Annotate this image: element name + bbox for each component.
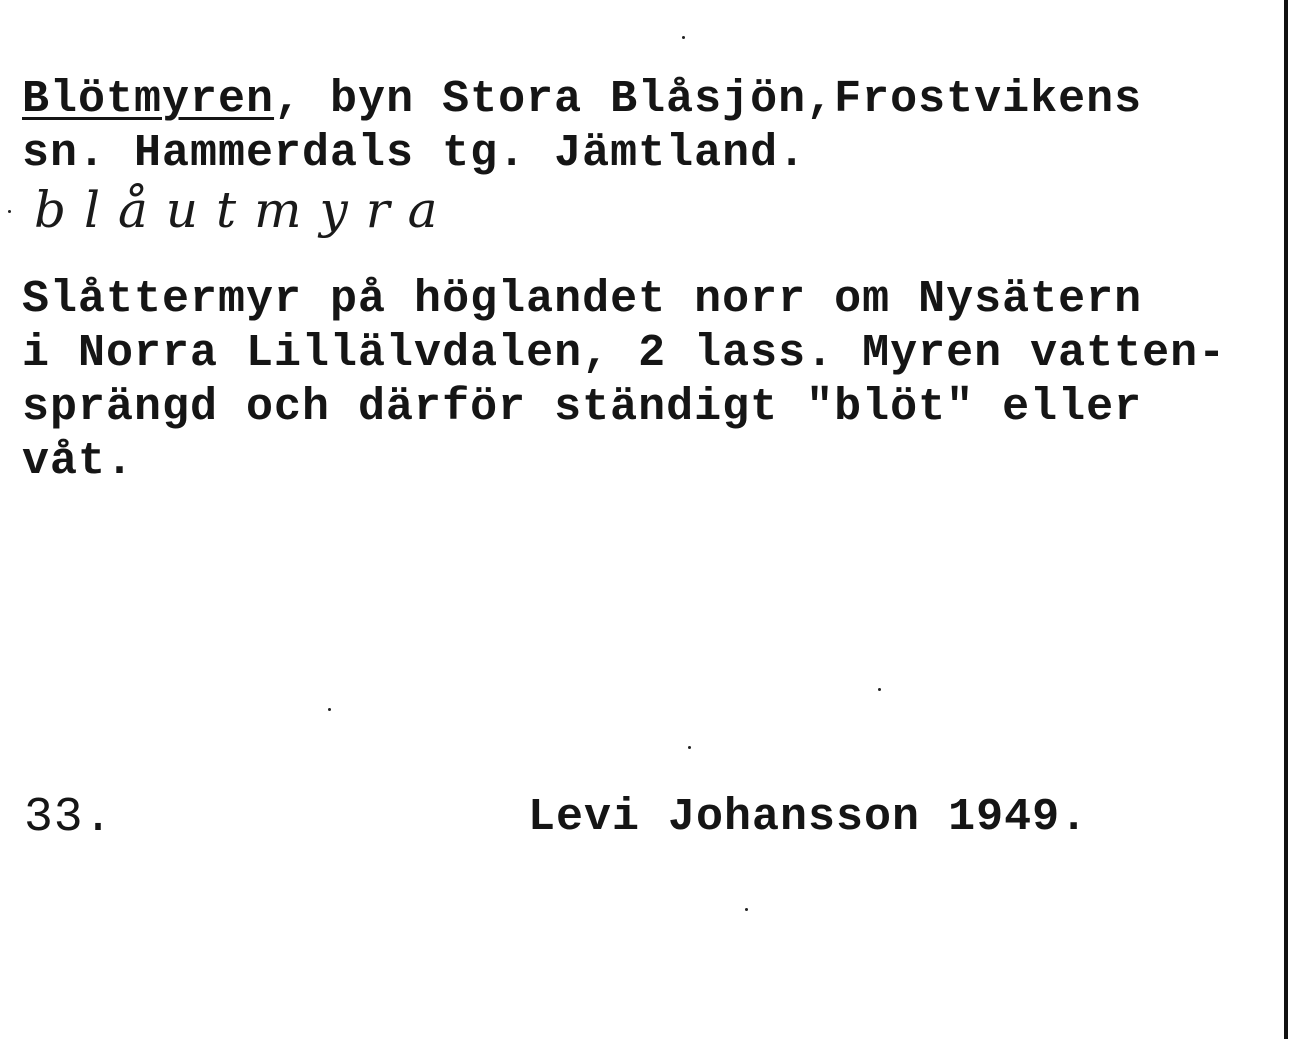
paper-speck	[688, 746, 691, 749]
heading-line-1-rest: , byn Stora Blåsjön,Frostvikens	[274, 74, 1143, 125]
handwritten-pronunciation: blåutmyra	[34, 181, 456, 239]
paper-speck	[328, 708, 331, 711]
paper-speck	[745, 908, 748, 911]
description-line-2: i Norra Lillälvdalen, 2 lass. Myren vatten-	[22, 328, 1227, 379]
description-line-4: våt.	[22, 436, 135, 487]
paper-speck	[878, 688, 881, 691]
card-number: 33.	[24, 791, 114, 845]
card-edge-line	[1284, 0, 1288, 1039]
paper-speck	[682, 36, 685, 39]
heading-line-2: sn. Hammerdals tg. Jämtland.	[22, 128, 807, 179]
author-and-year: Levi Johansson 1949.	[528, 792, 1089, 843]
description-line-3: sprängd och därför ständigt "blöt" eller	[22, 382, 1143, 433]
description-line-1: Slåttermyr på höglandet norr om Nysätern	[22, 274, 1143, 325]
paper-speck	[8, 210, 11, 213]
place-name: Blötmyren	[22, 74, 275, 125]
heading-line-1	[22, 72, 1142, 128]
